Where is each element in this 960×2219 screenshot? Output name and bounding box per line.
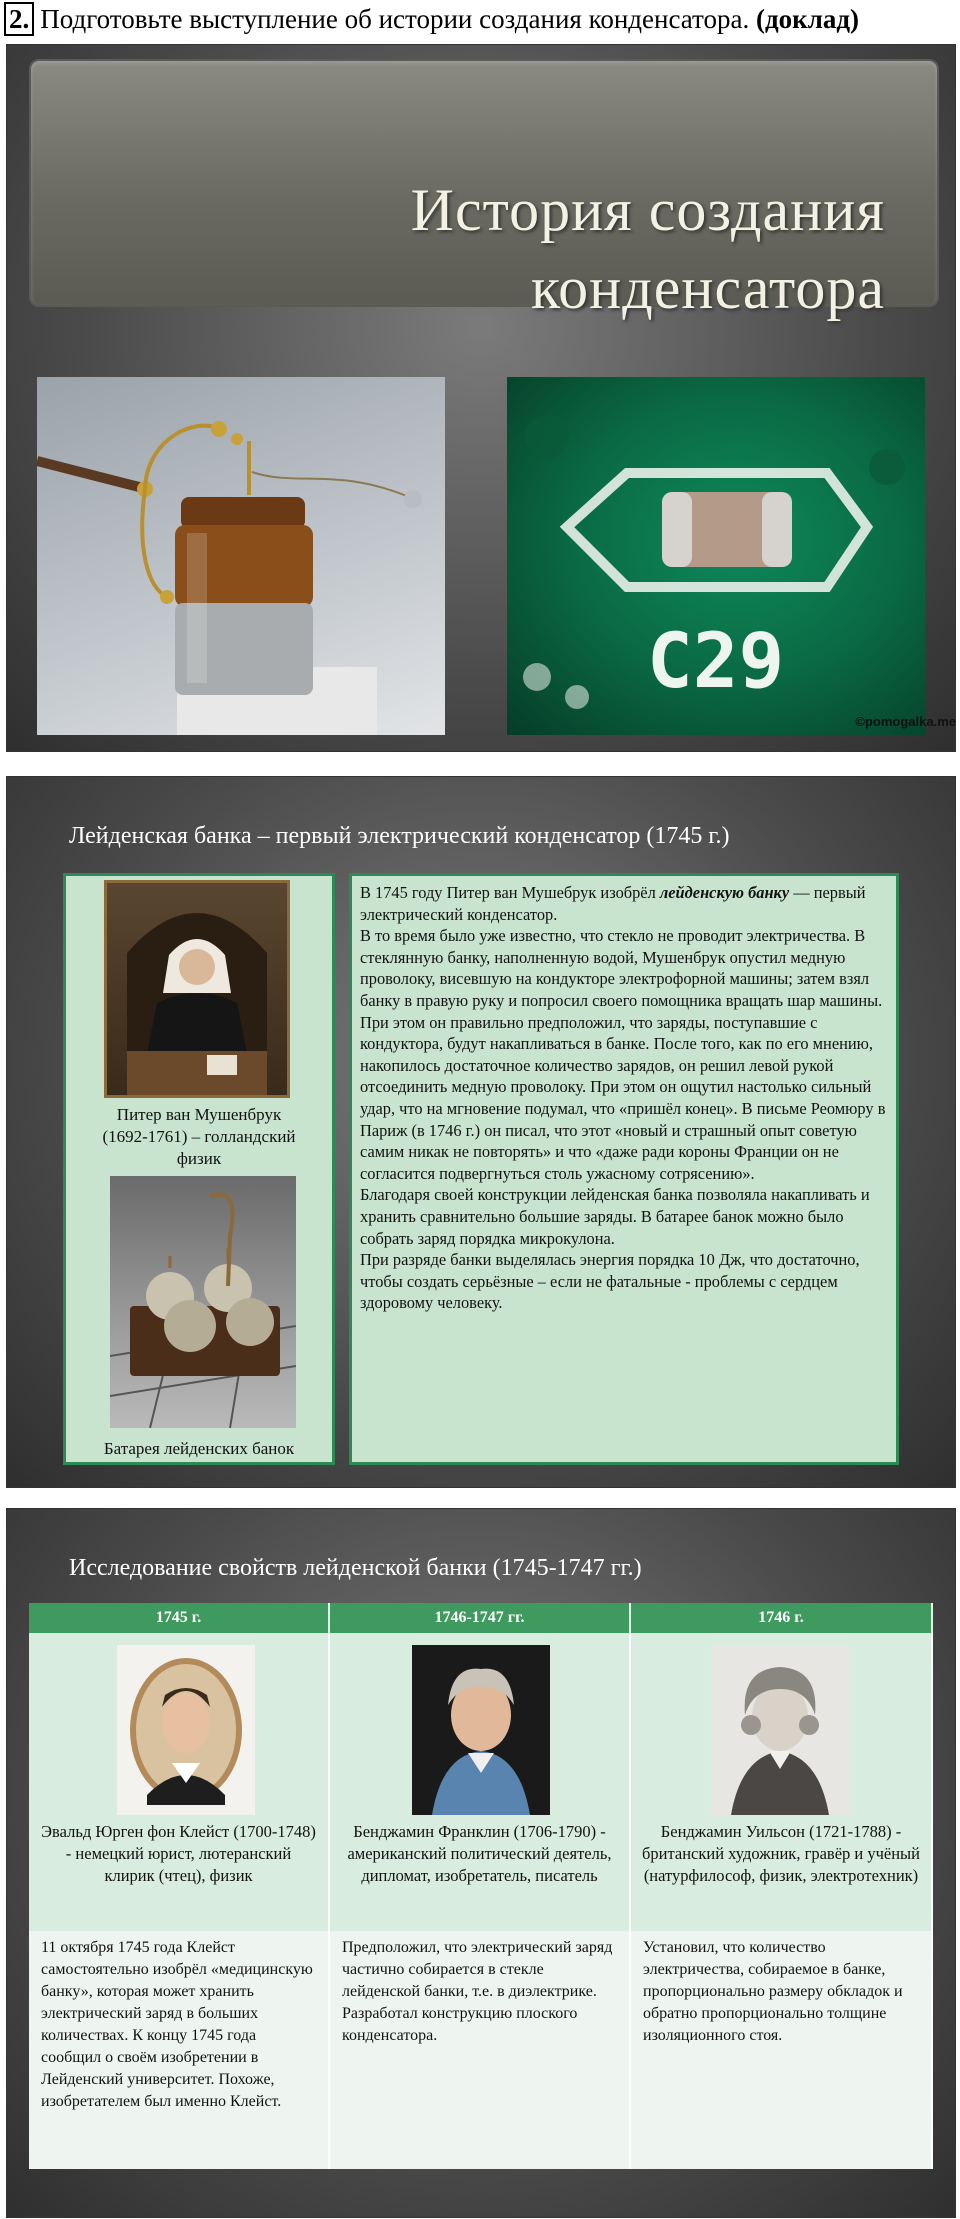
task-header: [4, 2, 859, 40]
paragraph-3: Благодаря своей конструкции лейденская банка позволяла накапливать и хранить сравнительно большие заряды. В батарее банок можно было собрать заряд порядка микрокулона.: [360, 1185, 870, 1248]
franklin-text: Предположил, что электрический заряд частично собирается в стекле лейденской банки, т.е. в диэлектрике. Разработал конструкцию плоского конденсатора.: [330, 1931, 631, 2169]
battery-caption: Батарея лейденских банок: [103, 1439, 295, 1458]
jar-battery-photo: [110, 1176, 296, 1428]
p1-emphasis: лейденскую банку: [659, 883, 790, 902]
franklin-portrait: [412, 1645, 550, 1815]
kleist-caption: Эвальд Юрген фон Клейст (1700-1748) - немецкий юрист, лютеранский клирик (чтец), физик: [41, 1822, 316, 1885]
portrait-caption-line-2: (1692-1761) – голландский: [102, 1127, 296, 1146]
research-table: [29, 1603, 933, 2169]
portrait-caption-line-1: Питер ван Мушенбрук: [116, 1105, 282, 1124]
task-tag: (доклад): [755, 4, 859, 34]
task-text: Подготовьте выступление об истории создания конденсатора.: [40, 4, 750, 34]
leyden-jar-photo: [37, 377, 445, 735]
copyright-label: ©pomogalka.me: [855, 714, 956, 729]
wilson-caption: Бенджамин Уильсон (1721-1788) - британский художник, гравёр и учёный (натурфилософ, физик, электротехник): [642, 1822, 920, 1885]
kleist-text: 11 октября 1745 года Клейст самостоятельно изобрёл «медицинскую банку», которая может хранить электрический заряд в больших количествах. К концу 1745 года сообщил о своём изобретении в Лейденский университет. Похоже, изобретателем был именно Клейст.: [29, 1931, 330, 2169]
title-line-2: конденсатора: [531, 255, 885, 321]
chip-label: C29: [647, 616, 785, 705]
musschenbroek-portrait: [104, 880, 290, 1098]
person-cell-wilson: [631, 1633, 933, 1931]
left-image-panel: [63, 873, 335, 1465]
wilson-portrait: [711, 1645, 849, 1815]
leyden-jar-text: [349, 873, 899, 1465]
portrait-caption: [66, 1104, 332, 1170]
table-header-cell: 1746-1747 гг.: [330, 1603, 631, 1633]
franklin-caption: Бенджамин Франклин (1706-1790) - американский политический деятель, дипломат, изобретатель, писатель: [347, 1822, 612, 1885]
smd-capacitor-photo: [507, 377, 925, 735]
portrait-caption-line-3: физик: [176, 1149, 222, 1168]
person-cell-franklin: [330, 1633, 631, 1931]
slide-research: [6, 1508, 956, 2218]
p1-after: — первый электрический конденсатор.: [360, 883, 866, 924]
slide-main-title: [411, 171, 885, 327]
kleist-portrait: [117, 1645, 255, 1815]
slide-leyden-jar: [6, 776, 956, 1488]
title-box: [29, 59, 939, 321]
table-header-cell: 1746 г.: [631, 1603, 933, 1633]
p1-before: В 1745 году Питер ван Мушебрук изобрёл: [360, 883, 660, 902]
paragraph-2: В то время было уже известно, что стекло не проводит электричества. В стеклянную банку, наполненную водой, Мушенбрук опустил медную проволоку, висевшую на кондукторе электрофорной машины; затем взял банку в правую руку и попросил своего помощника вращать шар машины. При этом он правильно предположил, что заряды, поступавшие с кондуктора, будут накапливаться в банке. После того, как по его мнению, накопилось достаточное количество зарядов, он решил левой рукой отсоединить медную проволоку. При этом он ощутил настолько сильный удар, что на мгновение подумал, что «пришёл конец». В письме Реомюру в Париж (в 1746 г.) он писал, что этот «новый и страшный опыт советую самим никак не повторять» и что «даже ради короны Франции он не согласится подвергнуться столь ужасному сотрясению».: [360, 926, 886, 1183]
slide-title: [6, 44, 956, 752]
paragraph-1: [360, 882, 888, 925]
wilson-text: Установил, что количество электричества, собираемое в банке, пропорционально размеру обкладок и обратно пропорционально толщине изоляционного стоя.: [631, 1931, 933, 2169]
slide3-title: Исследование свойств лейденской банки (1745-1747 гг.): [69, 1555, 642, 1581]
title-line-1: История создания: [410, 177, 885, 243]
task-number: 2.: [4, 2, 34, 36]
table-header-row: [29, 1603, 933, 1633]
paragraph-4: При разряде банки выделялась энергия порядка 10 Дж, что достаточно, чтобы создать серьёзные – если не фатальные - проблемы с сердцем здоровому человеку.: [360, 1250, 860, 1313]
table-header-cell: 1745 г.: [29, 1603, 330, 1633]
slide2-title: Лейденская банка – первый электрический конденсатор (1745 г.): [69, 823, 730, 849]
person-cell-kleist: [29, 1633, 330, 1931]
